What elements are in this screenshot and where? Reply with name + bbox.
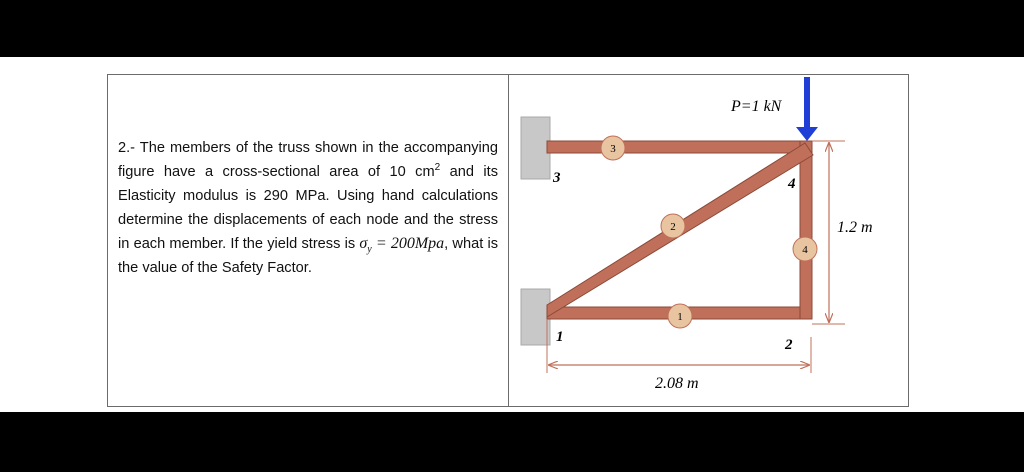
svg-text:3: 3 — [610, 143, 616, 155]
member-badge-4 — [793, 237, 817, 261]
member-3-top-chord — [547, 141, 803, 153]
member-badge-3 — [601, 136, 625, 160]
member-badge-2 — [661, 214, 685, 238]
node-label-3: 3 — [553, 170, 561, 186]
member-badge-1 — [668, 304, 692, 328]
svg-text:2: 2 — [670, 221, 676, 233]
node-label-4: 4 — [788, 176, 796, 192]
load-label: P=1 kN — [731, 98, 782, 115]
problem-text-part-1: The members of the truss shown in the accompanying figure have a cross-sectional area of 10 cm — [118, 140, 498, 180]
area-exponent: 2 — [434, 162, 441, 174]
yield-stress-unit: Mpa — [414, 235, 445, 252]
truss-figure — [509, 75, 908, 406]
top-wall-support — [521, 117, 550, 179]
member-4-vertical — [800, 141, 812, 319]
width-label: 2.08 m — [655, 375, 699, 392]
node-label-1: 1 — [556, 329, 564, 345]
truss-diagram — [509, 75, 908, 406]
problem-statement — [118, 136, 498, 280]
problem-text-part-3: , what is the value of the Safety Factor. — [118, 236, 499, 276]
problem-number: 2.- — [118, 140, 136, 156]
yield-stress-symbol: $\sigma_y$ — [359, 235, 372, 256]
problem-text-part-2: and its Elasticity modulus is 290 MPa. Using hand calculations determine the displacements of each node and the stress in each member. If the yield stress is — [118, 164, 498, 252]
bottom-wall-support — [521, 289, 550, 345]
yield-stress-equation: = 200 — [371, 235, 415, 252]
height-label: 1.2 m — [837, 219, 873, 236]
load-arrow — [796, 77, 818, 141]
svg-text:1: 1 — [677, 311, 683, 323]
node-label-2: 2 — [785, 337, 793, 353]
svg-text:4: 4 — [802, 244, 808, 256]
